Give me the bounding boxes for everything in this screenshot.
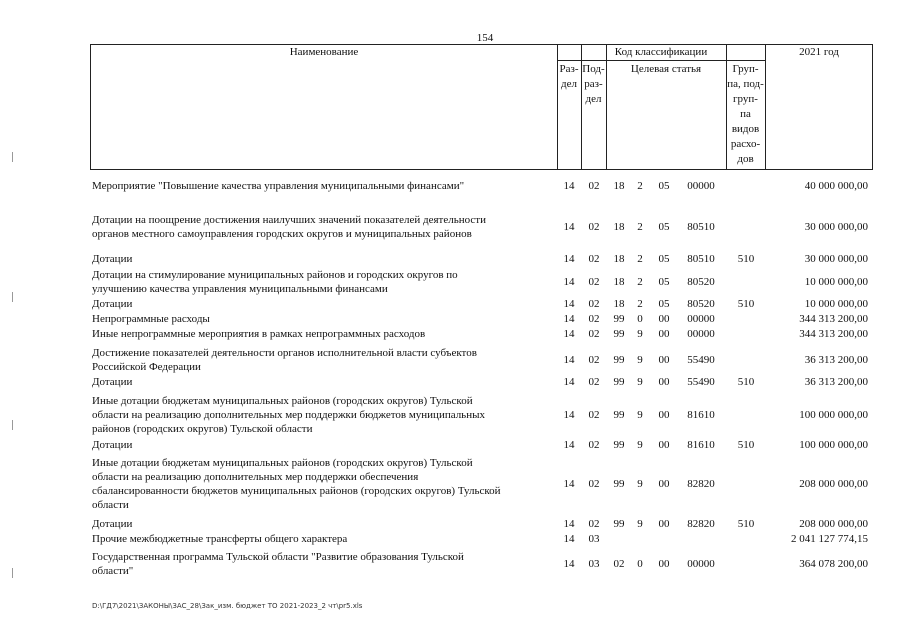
- table-row: [0, 550, 905, 578]
- row-event: 05: [658, 180, 670, 192]
- row-podrazdel: 02: [588, 276, 600, 288]
- row-subprogram: 0: [637, 558, 643, 570]
- header-celevaya: Целевая статья: [630, 63, 702, 75]
- row-razdel: 14: [563, 221, 575, 233]
- row-subprogram: 9: [637, 409, 643, 421]
- margin-mark: [12, 292, 13, 302]
- table-row: [0, 346, 905, 374]
- row-direction: 80520: [687, 276, 715, 288]
- row-direction: 00000: [687, 328, 715, 340]
- row-subprogram: 2: [637, 180, 643, 192]
- row-amount: 344 313 200,00: [799, 313, 868, 325]
- table-row: [0, 532, 905, 546]
- table-row: [0, 438, 905, 452]
- row-program: 99: [613, 518, 625, 530]
- row-name: Иные непрограммные мероприятия в рамках непрограммных расходов: [92, 328, 426, 340]
- row-podrazdel: 02: [588, 221, 600, 233]
- row-name: Дотации на поощрение достижения наилучших значений показателей деятельности органов местного самоуправления городских округов и муниципальных районов: [92, 214, 486, 240]
- row-razdel: 14: [563, 180, 575, 192]
- row-event: 00: [658, 478, 670, 490]
- row-razdel: 14: [563, 518, 575, 530]
- row-name: Дотации на стимулирование муниципальных районов и городских округов по улучшению качества управления муниципальными финансами: [92, 269, 458, 295]
- row-razdel: 14: [563, 376, 575, 388]
- row-expense-group: 510: [737, 376, 755, 388]
- row-name: Дотации: [92, 376, 133, 388]
- row-subprogram: 2: [637, 221, 643, 233]
- header-razdel: Раз- дел: [559, 63, 579, 90]
- row-razdel: 14: [563, 298, 575, 310]
- table-row: [0, 456, 905, 512]
- row-subprogram: 2: [637, 253, 643, 265]
- row-event: 00: [658, 328, 670, 340]
- row-event: 00: [658, 439, 670, 451]
- row-name: Прочие межбюджетные трансферты общего характера: [92, 533, 348, 545]
- row-event: 05: [658, 221, 670, 233]
- header-code: Код классификации: [614, 46, 708, 58]
- row-podrazdel: 02: [588, 376, 600, 388]
- table-row: [0, 394, 905, 436]
- row-program: 99: [613, 313, 625, 325]
- row-program: 18: [613, 253, 625, 265]
- row-subprogram: 9: [637, 439, 643, 451]
- row-name: Дотации: [92, 439, 133, 451]
- row-amount: 30 000 000,00: [804, 221, 868, 233]
- table-row: [0, 179, 905, 193]
- row-expense-group: 510: [737, 518, 755, 530]
- row-direction: 00000: [687, 180, 715, 192]
- row-subprogram: 9: [637, 328, 643, 340]
- row-podrazdel: 02: [588, 518, 600, 530]
- row-name: Иные дотации бюджетам муниципальных районов (городских округов) Тульской области на реализацию дополнительных мер поддержки бюджетов муниципальных районов (городских округов) Тульской области: [92, 395, 485, 435]
- row-program: 99: [613, 439, 625, 451]
- row-amount: 100 000 000,00: [799, 439, 868, 451]
- row-event: 00: [658, 376, 670, 388]
- row-subprogram: 0: [637, 313, 643, 325]
- header-year: 2021 год: [799, 46, 839, 58]
- page-number: 154: [476, 32, 494, 44]
- row-subprogram: 9: [637, 376, 643, 388]
- header-name: Наименование: [289, 46, 359, 58]
- table-row: [0, 312, 905, 326]
- row-subprogram: 9: [637, 478, 643, 490]
- table-row: [0, 268, 905, 296]
- row-name: Дотации: [92, 518, 133, 530]
- row-amount: 36 313 200,00: [804, 376, 868, 388]
- row-event: 00: [658, 558, 670, 570]
- row-amount: 36 313 200,00: [804, 354, 868, 366]
- file-path-footer: D:\ГД7\2021\ЗАКОНЫ\ЗАС_28\Зак_изм. бюджет ТО 2021-2023_2 чт\pr5.xls: [92, 602, 363, 610]
- row-razdel: 14: [563, 558, 575, 570]
- row-program: 18: [613, 221, 625, 233]
- row-event: 00: [658, 354, 670, 366]
- row-program: 18: [613, 298, 625, 310]
- row-subprogram: 9: [637, 518, 643, 530]
- row-direction: 80510: [687, 253, 715, 265]
- row-name: Достижение показателей деятельности органов исполнительной власти субъектов Российской Федерации: [92, 347, 477, 373]
- row-podrazdel: 03: [588, 533, 600, 545]
- row-subprogram: 9: [637, 354, 643, 366]
- row-podrazdel: 02: [588, 253, 600, 265]
- row-subprogram: 2: [637, 276, 643, 288]
- row-podrazdel: 02: [588, 313, 600, 325]
- row-podrazdel: 02: [588, 409, 600, 421]
- row-direction: 81610: [687, 439, 715, 451]
- row-name: Государственная программа Тульской области "Развитие образования Тульской области": [92, 551, 464, 577]
- row-direction: 81610: [687, 409, 715, 421]
- row-razdel: 14: [563, 328, 575, 340]
- row-name: Мероприятие "Повышение качества управления муниципальными финансами": [92, 180, 465, 192]
- row-program: 02: [613, 558, 625, 570]
- row-amount: 10 000 000,00: [804, 276, 868, 288]
- row-razdel: 14: [563, 478, 575, 490]
- row-podrazdel: 02: [588, 180, 600, 192]
- row-program: 99: [613, 409, 625, 421]
- row-event: 00: [658, 518, 670, 530]
- row-program: 99: [613, 376, 625, 388]
- row-expense-group: 510: [737, 253, 755, 265]
- row-event: 00: [658, 313, 670, 325]
- row-amount: 364 078 200,00: [799, 558, 868, 570]
- row-direction: 00000: [687, 313, 715, 325]
- row-podrazdel: 02: [588, 354, 600, 366]
- row-amount: 344 313 200,00: [799, 328, 868, 340]
- row-razdel: 14: [563, 439, 575, 451]
- row-amount: 2 041 127 774,15: [791, 533, 868, 545]
- row-program: 18: [613, 276, 625, 288]
- row-name: Иные дотации бюджетам муниципальных районов (городских округов) Тульской области на реализацию дополнительных мер поддержки обеспечения сбалансированности бюджетов муниципальных районов (городских округов) Тульской области: [92, 457, 501, 511]
- row-event: 05: [658, 298, 670, 310]
- row-razdel: 14: [563, 533, 575, 545]
- row-podrazdel: 02: [588, 439, 600, 451]
- row-direction: 80520: [687, 298, 715, 310]
- row-program: 18: [613, 180, 625, 192]
- row-direction: 80510: [687, 221, 715, 233]
- row-razdel: 14: [563, 313, 575, 325]
- row-expense-group: 510: [737, 298, 755, 310]
- table-row: [0, 252, 905, 266]
- row-amount: 40 000 000,00: [804, 180, 868, 192]
- row-direction: 82820: [687, 518, 715, 530]
- row-podrazdel: 02: [588, 298, 600, 310]
- table-row: [0, 213, 905, 241]
- row-direction: 55490: [687, 376, 715, 388]
- margin-mark: [12, 568, 13, 578]
- row-amount: 208 000 000,00: [799, 518, 868, 530]
- table-header: [90, 44, 873, 170]
- margin-mark: [12, 420, 13, 430]
- table-row: [0, 517, 905, 531]
- row-event: 05: [658, 253, 670, 265]
- row-direction: 55490: [687, 354, 715, 366]
- table-row: [0, 375, 905, 389]
- row-name: Дотации: [92, 253, 133, 265]
- row-program: 99: [613, 354, 625, 366]
- row-event: 05: [658, 276, 670, 288]
- header-hline: [557, 60, 765, 61]
- row-amount: 30 000 000,00: [804, 253, 868, 265]
- row-amount: 208 000 000,00: [799, 478, 868, 490]
- header-divider: [765, 45, 766, 169]
- row-program: 99: [613, 328, 625, 340]
- row-expense-group: 510: [737, 439, 755, 451]
- row-name: Дотации: [92, 298, 133, 310]
- row-direction: 00000: [687, 558, 715, 570]
- table-row: [0, 327, 905, 341]
- row-program: 99: [613, 478, 625, 490]
- row-podrazdel: 03: [588, 558, 600, 570]
- row-amount: 100 000 000,00: [799, 409, 868, 421]
- row-name: Непрограммные расходы: [92, 313, 210, 325]
- row-razdel: 14: [563, 409, 575, 421]
- row-podrazdel: 02: [588, 478, 600, 490]
- row-subprogram: 2: [637, 298, 643, 310]
- header-podrazdel: Под- раз- дел: [582, 63, 605, 105]
- row-razdel: 14: [563, 354, 575, 366]
- row-amount: 10 000 000,00: [804, 298, 868, 310]
- row-direction: 82820: [687, 478, 715, 490]
- row-event: 00: [658, 409, 670, 421]
- table-row: [0, 297, 905, 311]
- row-podrazdel: 02: [588, 328, 600, 340]
- header-gruppa: Груп- па, под- груп- па видов расхо- дов: [727, 63, 764, 165]
- row-razdel: 14: [563, 276, 575, 288]
- row-razdel: 14: [563, 253, 575, 265]
- margin-mark: [12, 152, 13, 162]
